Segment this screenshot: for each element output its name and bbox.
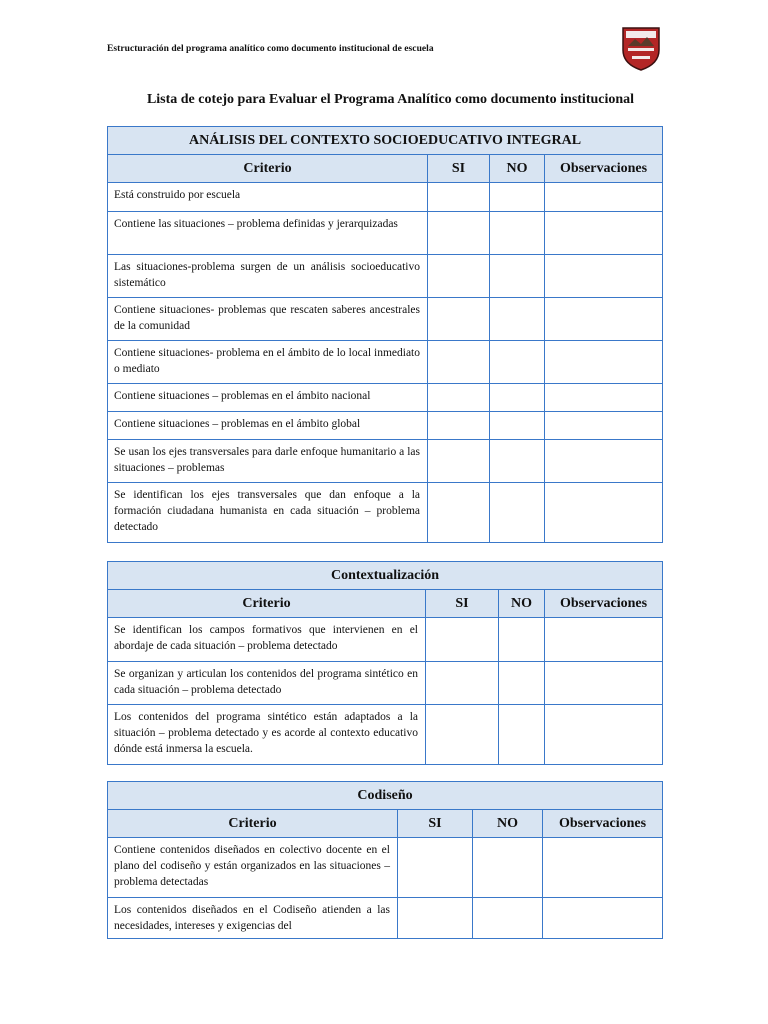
observaciones-cell[interactable]	[545, 212, 663, 255]
observaciones-cell[interactable]	[545, 705, 663, 765]
column-header-criterio: Criterio	[108, 155, 428, 183]
observaciones-cell[interactable]	[543, 838, 663, 898]
checklist-table-contexto	[107, 126, 663, 543]
column-header-no: NO	[473, 810, 543, 838]
table-row	[108, 618, 663, 662]
checklist-table-codiseno	[107, 781, 663, 939]
column-header-si: SI	[428, 155, 490, 183]
criterion-text: Contiene las situaciones – problema definidas y jerarquizadas	[108, 212, 428, 255]
column-header-observaciones: Observaciones	[545, 155, 663, 183]
section-title: Codiseño	[108, 782, 663, 810]
no-cell[interactable]	[490, 255, 545, 298]
criterion-text: Está construido por escuela	[108, 183, 428, 212]
section-title: Contextualización	[108, 562, 663, 590]
no-cell[interactable]	[473, 898, 543, 939]
si-cell[interactable]	[428, 341, 490, 384]
si-cell[interactable]	[428, 384, 490, 412]
checklist-table-contextualizacion	[107, 561, 663, 765]
section-title: ANÁLISIS DEL CONTEXTO SOCIOEDUCATIVO INTEGRAL	[108, 127, 663, 155]
column-header-criterio: Criterio	[108, 810, 398, 838]
si-cell[interactable]	[398, 898, 473, 939]
running-header: Estructuración del programa analítico como documento institucional de escuela	[107, 44, 434, 54]
no-cell[interactable]	[499, 705, 545, 765]
observaciones-cell[interactable]	[545, 298, 663, 341]
criterion-text: Se usan los ejes transversales para darle enfoque humanitario a las situaciones – problemas	[108, 440, 428, 483]
no-cell[interactable]	[490, 384, 545, 412]
observaciones-cell[interactable]	[545, 412, 663, 440]
criterion-text: Se organizan y articulan los contenidos del programa sintético en cada situación – problema detectado	[108, 662, 426, 705]
criterion-text: Contiene situaciones – problemas en el ámbito nacional	[108, 384, 428, 412]
observaciones-cell[interactable]	[545, 255, 663, 298]
no-cell[interactable]	[473, 838, 543, 898]
observaciones-cell[interactable]	[545, 384, 663, 412]
si-cell[interactable]	[428, 212, 490, 255]
table-row	[108, 298, 663, 341]
table-row	[108, 183, 663, 212]
observaciones-cell[interactable]	[545, 483, 663, 543]
criterion-text: Contiene contenidos diseñados en colectivo docente en el plano del codiseño y están organizados en las situaciones – problema detectadas	[108, 838, 398, 898]
column-header-si: SI	[398, 810, 473, 838]
criterion-text: Contiene situaciones- problemas que rescaten saberes ancestrales de la comunidad	[108, 298, 428, 341]
si-cell[interactable]	[428, 255, 490, 298]
table-row	[108, 662, 663, 705]
table-row	[108, 705, 663, 765]
school-crest-icon	[620, 24, 662, 72]
observaciones-cell[interactable]	[545, 183, 663, 212]
si-cell[interactable]	[426, 705, 499, 765]
criterion-text: Contiene situaciones – problemas en el ámbito global	[108, 412, 428, 440]
no-cell[interactable]	[490, 341, 545, 384]
si-cell[interactable]	[428, 412, 490, 440]
observaciones-cell[interactable]	[543, 898, 663, 939]
si-cell[interactable]	[428, 298, 490, 341]
si-cell[interactable]	[426, 662, 499, 705]
si-cell[interactable]	[428, 440, 490, 483]
column-header-no: NO	[499, 590, 545, 618]
table-row	[108, 838, 663, 898]
table-row	[108, 412, 663, 440]
table-row	[108, 440, 663, 483]
table-row	[108, 212, 663, 255]
table-row	[108, 255, 663, 298]
criterion-text: Los contenidos diseñados en el Codiseño atienden a las necesidades, intereses y exigencias del	[108, 898, 398, 939]
criterion-text: Contiene situaciones- problema en el ámbito de lo local inmediato o mediato	[108, 341, 428, 384]
table-row	[108, 341, 663, 384]
observaciones-cell[interactable]	[545, 618, 663, 662]
criterion-text: Los contenidos del programa sintético están adaptados a la situación – problema detectado y es acorde al contexto educativo dónde está inmersa la escuela.	[108, 705, 426, 765]
si-cell[interactable]	[428, 183, 490, 212]
si-cell[interactable]	[426, 618, 499, 662]
criterion-text: Se identifican los ejes transversales que dan enfoque a la formación ciudadana humanista en cada situación – problema detectado	[108, 483, 428, 543]
no-cell[interactable]	[490, 440, 545, 483]
si-cell[interactable]	[398, 838, 473, 898]
column-header-observaciones: Observaciones	[545, 590, 663, 618]
no-cell[interactable]	[490, 183, 545, 212]
criterion-text: Se identifican los campos formativos que intervienen en el abordaje de cada situación – problema detectado	[108, 618, 426, 662]
table-row	[108, 384, 663, 412]
column-header-observaciones: Observaciones	[543, 810, 663, 838]
column-header-no: NO	[490, 155, 545, 183]
no-cell[interactable]	[490, 483, 545, 543]
observaciones-cell[interactable]	[545, 662, 663, 705]
observaciones-cell[interactable]	[545, 440, 663, 483]
observaciones-cell[interactable]	[545, 341, 663, 384]
no-cell[interactable]	[499, 618, 545, 662]
no-cell[interactable]	[490, 412, 545, 440]
document-title: Lista de cotejo para Evaluar el Programa Analítico como documento institucional	[146, 92, 635, 107]
criterion-text: Las situaciones-problema surgen de un análisis socioeducativo sistemático	[108, 255, 428, 298]
table-row	[108, 483, 663, 543]
no-cell[interactable]	[490, 212, 545, 255]
si-cell[interactable]	[428, 483, 490, 543]
no-cell[interactable]	[499, 662, 545, 705]
column-header-criterio: Criterio	[108, 590, 426, 618]
table-row	[108, 898, 663, 939]
column-header-si: SI	[426, 590, 499, 618]
no-cell[interactable]	[490, 298, 545, 341]
